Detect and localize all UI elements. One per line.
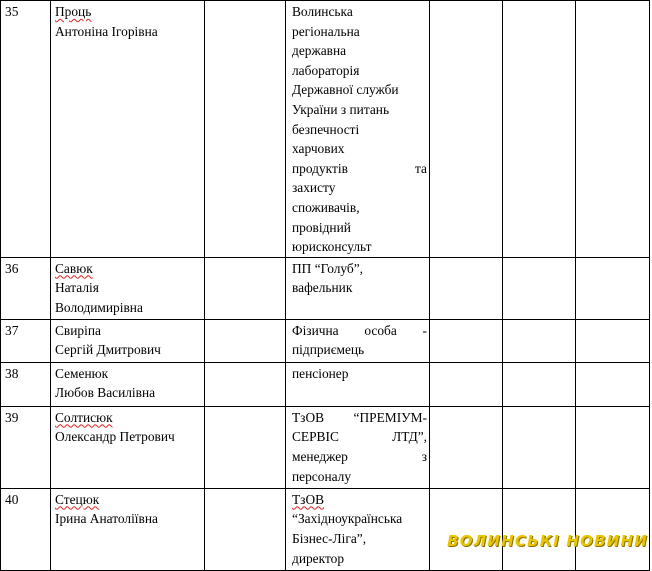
person-position: ПП “Голуб”, вафельник <box>286 257 430 319</box>
table-row <box>1 319 650 362</box>
empty-cell <box>205 406 286 488</box>
person-position: ТзОВ “ПРЕМІУМ- СЕРВІС ЛТД”, менеджер з персоналу <box>286 406 430 488</box>
empty-cell <box>576 362 650 406</box>
watermark-logo <box>432 529 648 553</box>
empty-cell <box>576 1 650 258</box>
empty-cell <box>503 257 576 319</box>
watermark-text: ВОЛИНСЬКІ НОВИНИ <box>447 532 648 550</box>
row-number: 35 <box>1 1 51 258</box>
table-row <box>1 1 650 258</box>
person-position: пенсіонер <box>286 362 430 406</box>
person-position: Фізична особа - підприємець <box>286 319 430 362</box>
empty-cell <box>576 319 650 362</box>
person-name: Стецюк Ірина Анатоліївна <box>51 488 205 570</box>
empty-cell <box>205 362 286 406</box>
empty-cell <box>430 406 503 488</box>
empty-cell <box>503 319 576 362</box>
row-number: 40 <box>1 488 51 570</box>
person-position: Волинська регіональна державна лабораторія Державної служби України з питань безпечності харчових продуктів та захисту споживачів, провідний юрисконсульт <box>286 1 430 258</box>
empty-cell <box>430 319 503 362</box>
row-number: 36 <box>1 257 51 319</box>
person-position: ТзОВ “Західноукраїнська Бізнес-Ліга”, директор <box>286 488 430 570</box>
empty-cell <box>576 257 650 319</box>
empty-cell <box>576 406 650 488</box>
empty-cell <box>430 362 503 406</box>
person-name: Свиріпа Сергій Дмитрович <box>51 319 205 362</box>
person-name: Савюк Наталія Володимирівна <box>51 257 205 319</box>
person-name: Семенюк Любов Василівна <box>51 362 205 406</box>
empty-cell <box>205 1 286 258</box>
table-row <box>1 362 650 406</box>
table-row <box>1 406 650 488</box>
row-number: 39 <box>1 406 51 488</box>
empty-cell <box>205 319 286 362</box>
row-number: 38 <box>1 362 51 406</box>
person-name: Проць Антоніна Ігорівна <box>51 1 205 258</box>
empty-cell <box>430 257 503 319</box>
empty-cell <box>205 257 286 319</box>
empty-cell <box>503 362 576 406</box>
person-name: Солтисюк Олександр Петрович <box>51 406 205 488</box>
empty-cell <box>503 406 576 488</box>
row-number: 37 <box>1 319 51 362</box>
table-row <box>1 257 650 319</box>
empty-cell <box>430 1 503 258</box>
empty-cell <box>503 1 576 258</box>
